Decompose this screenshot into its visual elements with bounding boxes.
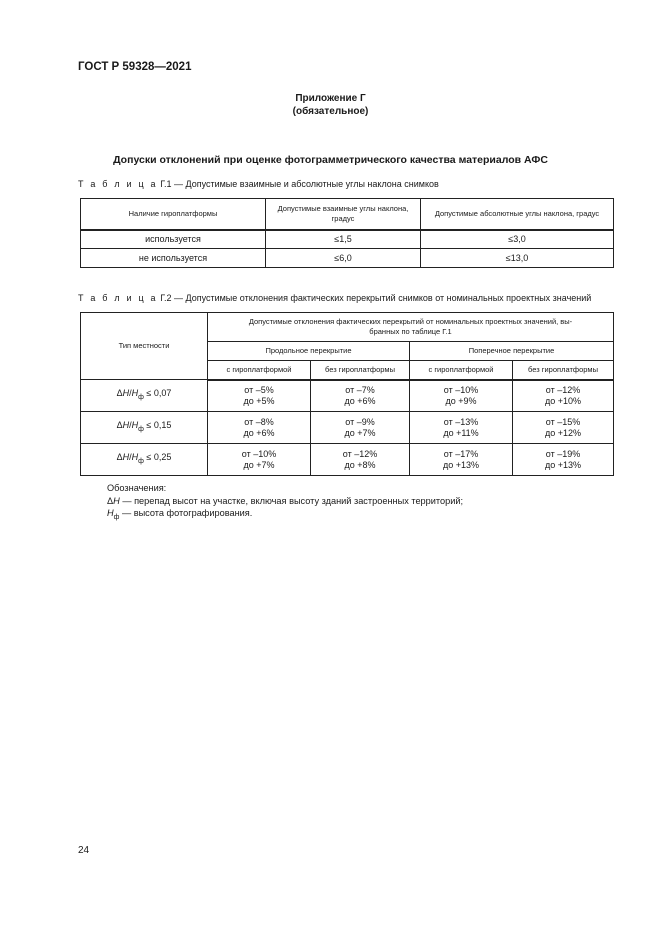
cell-to: до +5% — [243, 395, 275, 406]
table2-header-with-gyro: с гироплатформой — [208, 361, 311, 380]
cell-from: от –13% — [443, 416, 479, 427]
table1 — [80, 198, 614, 268]
table2-header-group-line1: Допустимые отклонения фактических перекрытий от номинальных проектных значений, вы- — [248, 317, 573, 326]
notes — [107, 482, 463, 524]
flight-height-sub: ф — [138, 425, 144, 433]
table2-header-group — [208, 313, 614, 342]
cell-from: от –12% — [342, 448, 378, 459]
table1-header-gyro: Наличие гироплатформы — [81, 199, 266, 230]
flight-height-var: H — [131, 452, 139, 463]
table2-caption-text: Г.2 — Допустимые отклонения фактических перекрытий снимков от номинальных проектных значений — [160, 293, 592, 303]
table2-cell — [410, 412, 513, 444]
table2-header-longitudinal: Продольное перекрытие — [208, 342, 410, 361]
notes-line-delta-h — [107, 495, 463, 508]
table2-header-terrain: Тип местности — [81, 313, 208, 380]
table2-header-without-gyro: без гироплатформы — [311, 361, 410, 380]
cell-from: от –10% — [241, 448, 277, 459]
flight-height-sub: ф — [138, 393, 144, 401]
table1-header-row — [81, 199, 614, 230]
table1-header-relative: Допустимые взаимные углы наклона, градус — [266, 199, 421, 230]
cell-to: до +6% — [344, 395, 376, 406]
notes-line1-text: — перепад высот на участке, включая высоту зданий застроенных территорий; — [119, 495, 464, 506]
table1-caption — [78, 179, 439, 189]
table2-cell — [208, 412, 311, 444]
table-row — [81, 249, 614, 268]
table1-cell: ≤3,0 — [421, 230, 614, 249]
flight-height-sub: ф — [138, 457, 144, 465]
cell-to: до +9% — [445, 395, 477, 406]
cell-to: до +6% — [243, 427, 275, 438]
cell-to: до +8% — [344, 459, 376, 470]
table2-cell — [410, 444, 513, 476]
table2-ratio-cell — [81, 444, 208, 476]
height-var: H — [122, 452, 130, 463]
section-title: Допуски отклонений при оценке фотограмметрического качества материалов АФС — [113, 154, 548, 166]
table2-cell — [311, 412, 410, 444]
notes-title: Обозначения: — [107, 483, 167, 493]
table2-header-without-gyro: без гироплатформы — [513, 361, 614, 380]
notes-line-hf — [107, 507, 463, 524]
flight-height-var: H — [131, 420, 139, 431]
ratio-sep: / — [129, 452, 132, 463]
ratio-condition: ≤ 0,15 — [143, 420, 172, 431]
table2-cell — [208, 380, 311, 412]
cell-from: от –7% — [345, 384, 375, 395]
table2-header-group-line2: бранных по таблице Г.1 — [369, 327, 452, 336]
delta-symbol: Δ — [116, 452, 123, 463]
cell-from: от –9% — [345, 416, 375, 427]
page-number: 24 — [78, 845, 90, 856]
cell-from: от –12% — [545, 384, 581, 395]
table2-caption-prefix: Т а б л и ц а — [78, 293, 158, 303]
table1-cell: используется — [81, 230, 266, 249]
notes-line2-text: — высота фотографирования. — [119, 508, 253, 518]
table2-cell — [208, 444, 311, 476]
table2-header-transverse: Поперечное перекрытие — [410, 342, 614, 361]
table-row — [81, 444, 614, 476]
ratio-sep: / — [129, 420, 132, 431]
table2 — [80, 312, 614, 476]
height-var: H — [113, 495, 120, 506]
table1-cell: ≤1,5 — [266, 230, 421, 249]
cell-to: до +7% — [243, 459, 275, 470]
table2-caption — [78, 293, 591, 303]
cell-to: до +11% — [443, 427, 479, 438]
flight-height-var: H — [107, 508, 114, 518]
table1-caption-text: Г.1 — Допустимые взаимные и абсолютные углы наклона снимков — [160, 179, 439, 189]
cell-to: до +13% — [442, 459, 480, 470]
table-row — [81, 412, 614, 444]
table2-ratio-cell — [81, 380, 208, 412]
table2-cell — [513, 412, 614, 444]
cell-from: от –17% — [443, 448, 479, 459]
cell-to: до +13% — [544, 459, 582, 470]
ratio-condition: ≤ 0,07 — [143, 388, 172, 399]
table1-header-absolute: Допустимые абсолютные углы наклона, градус — [421, 199, 614, 230]
ratio-sep: / — [129, 388, 132, 399]
cell-from: от –15% — [545, 416, 581, 427]
cell-to: до +7% — [344, 427, 376, 438]
delta-symbol: Δ — [116, 388, 123, 399]
table1-cell: ≤13,0 — [421, 249, 614, 268]
delta-symbol: Δ — [107, 495, 114, 506]
flight-height-sub: ф — [113, 513, 120, 521]
table1-cell: не используется — [81, 249, 266, 268]
table2-cell — [311, 380, 410, 412]
cell-to: до +12% — [544, 427, 582, 438]
table1-caption-prefix: Т а б л и ц а — [78, 179, 158, 189]
table2-cell — [513, 380, 614, 412]
ratio-condition: ≤ 0,25 — [143, 452, 172, 463]
table-row — [81, 230, 614, 249]
table1-cell: ≤6,0 — [266, 249, 421, 268]
height-var: H — [122, 420, 130, 431]
document-id: ГОСТ Р 59328—2021 — [78, 61, 192, 73]
table2-header-with-gyro: с гироплатформой — [410, 361, 513, 380]
cell-from: от –10% — [443, 384, 479, 395]
cell-to: до +10% — [544, 395, 582, 406]
cell-from: от –8% — [244, 416, 274, 427]
appendix-title: Приложение Г — [295, 93, 366, 104]
table-row — [81, 380, 614, 412]
table2-header-row-1 — [81, 313, 614, 342]
height-var: H — [122, 388, 130, 399]
table2-cell — [410, 380, 513, 412]
table2-cell — [311, 444, 410, 476]
table2-ratio-cell — [81, 412, 208, 444]
delta-symbol: Δ — [116, 420, 123, 431]
cell-from: от –5% — [244, 384, 274, 395]
table2-cell — [513, 444, 614, 476]
cell-from: от –19% — [545, 448, 581, 459]
appendix-subtitle: (обязательное) — [292, 106, 369, 117]
flight-height-var: H — [131, 388, 139, 399]
